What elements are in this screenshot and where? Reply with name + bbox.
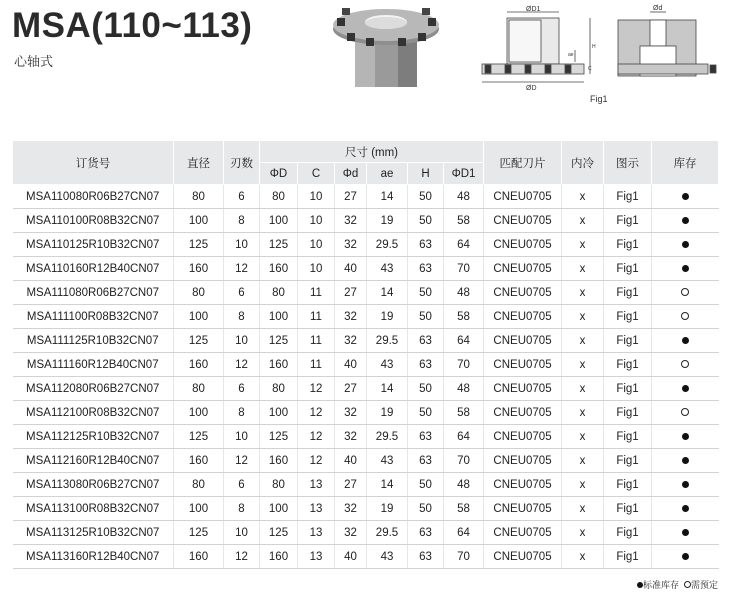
cell-diameter: 125 [174,521,224,545]
cell-teeth: 8 [224,305,260,329]
cell-insert: CNEU0705 [484,233,562,257]
cell-d: 40 [335,449,367,473]
cell-ae: 14 [367,185,408,209]
cell-coolant: x [562,257,604,281]
cell-teeth: 10 [224,233,260,257]
cell-figure: Fig1 [604,257,652,281]
cell-teeth: 10 [224,329,260,353]
cell-order-no: MSA111125R10B32CN07 [13,329,174,353]
cell-insert: CNEU0705 [484,185,562,209]
cell-d1: 70 [444,449,484,473]
cell-coolant: x [562,185,604,209]
cell-insert: CNEU0705 [484,281,562,305]
cell-order-no: MSA111100R08B32CN07 [13,305,174,329]
cell-ae: 19 [367,497,408,521]
cell-h: 50 [408,185,444,209]
cell-coolant: x [562,497,604,521]
cell-insert: CNEU0705 [484,305,562,329]
cell-insert: CNEU0705 [484,545,562,569]
cell-d: 100 [260,401,298,425]
cell-insert: CNEU0705 [484,377,562,401]
subheader-d: Φd [335,163,367,185]
cell-ae: 14 [367,377,408,401]
cell-teeth: 10 [224,521,260,545]
cell-d: 40 [335,257,367,281]
cell-coolant: x [562,209,604,233]
subheader-ae: ae [367,163,408,185]
spec-table-body [13,185,719,569]
cell-stock [652,233,719,257]
filled-dot-icon [682,265,689,272]
cell-h: 63 [408,329,444,353]
cell-figure: Fig1 [604,449,652,473]
cell-d1: 58 [444,209,484,233]
cell-d: 32 [335,305,367,329]
cell-stock [652,353,719,377]
cell-d1: 70 [444,353,484,377]
cell-coolant: x [562,353,604,377]
table-row [13,545,719,569]
cell-h: 50 [408,305,444,329]
cell-stock [652,377,719,401]
cell-stock [652,521,719,545]
cell-d: 80 [260,281,298,305]
table-row [13,449,719,473]
cell-figure: Fig1 [604,521,652,545]
cell-d: 160 [260,545,298,569]
cell-figure: Fig1 [604,425,652,449]
table-row [13,377,719,401]
cell-d1: 64 [444,233,484,257]
subheader-H: H [408,163,444,185]
cell-diameter: 160 [174,449,224,473]
cell-figure: Fig1 [604,329,652,353]
filled-dot-icon [682,193,689,200]
cell-d: 32 [335,401,367,425]
page-subtitle: 心轴式 [14,54,54,69]
cell-d: 40 [335,545,367,569]
cell-h: 50 [408,209,444,233]
cell-coolant: x [562,401,604,425]
cell-coolant: x [562,329,604,353]
cell-teeth: 8 [224,497,260,521]
table-row [13,425,719,449]
header-figure: 图示 [604,141,652,185]
cell-stock [652,305,719,329]
cell-stock [652,425,719,449]
subheader-D: ΦD [260,163,298,185]
cell-diameter: 125 [174,233,224,257]
filled-dot-icon [682,241,689,248]
cell-coolant: x [562,473,604,497]
cell-insert: CNEU0705 [484,449,562,473]
cell-teeth: 12 [224,449,260,473]
filled-dot-icon [682,457,689,464]
cell-ae: 14 [367,473,408,497]
cell-insert: CNEU0705 [484,329,562,353]
cell-c: 13 [298,521,335,545]
cell-d1: 48 [444,377,484,401]
cell-diameter: 100 [174,401,224,425]
table-row [13,401,719,425]
cell-h: 50 [408,497,444,521]
cell-diameter: 80 [174,377,224,401]
cell-d: 100 [260,209,298,233]
table-row [13,305,719,329]
cell-coolant: x [562,545,604,569]
cell-teeth: 12 [224,353,260,377]
cell-ae: 43 [367,545,408,569]
header-order-no: 订货号 [13,141,174,185]
cell-stock [652,329,719,353]
cell-teeth: 6 [224,185,260,209]
cell-coolant: x [562,305,604,329]
cell-c: 10 [298,185,335,209]
cell-d: 160 [260,257,298,281]
cell-coolant: x [562,521,604,545]
cell-c: 10 [298,209,335,233]
cell-d: 160 [260,449,298,473]
cell-order-no: MSA113080R06B27CN07 [13,473,174,497]
cell-insert: CNEU0705 [484,425,562,449]
product-spec-table [12,140,719,569]
cell-d: 32 [335,233,367,257]
cell-d: 32 [335,497,367,521]
cell-stock [652,545,719,569]
cell-ae: 43 [367,353,408,377]
label-c: C [588,66,592,72]
cell-order-no: MSA111160R12B40CN07 [13,353,174,377]
cell-d: 32 [335,521,367,545]
legend-on-request: 需预定 [690,580,718,590]
cell-figure: Fig1 [604,209,652,233]
cell-ae: 29.5 [367,233,408,257]
product-figures [320,0,734,115]
cell-coolant: x [562,377,604,401]
cell-c: 12 [298,449,335,473]
cell-d1: 70 [444,257,484,281]
cell-c: 11 [298,353,335,377]
cell-figure: Fig1 [604,473,652,497]
cell-h: 50 [408,281,444,305]
cell-d: 125 [260,521,298,545]
filled-dot-icon [682,337,689,344]
cell-c: 10 [298,257,335,281]
cell-insert: CNEU0705 [484,521,562,545]
cell-d: 27 [335,473,367,497]
cell-c: 13 [298,545,335,569]
table-row [13,209,719,233]
cutter-section-drawing [618,12,716,76]
cell-insert: CNEU0705 [484,401,562,425]
cell-h: 63 [408,233,444,257]
cell-d: 125 [260,329,298,353]
cell-d1: 64 [444,425,484,449]
cell-insert: CNEU0705 [484,497,562,521]
cell-h: 63 [408,425,444,449]
cell-figure: Fig1 [604,233,652,257]
cell-h: 63 [408,521,444,545]
cell-h: 63 [408,353,444,377]
cell-stock [652,185,719,209]
cell-c: 12 [298,377,335,401]
cell-ae: 14 [367,281,408,305]
header-diameter: 直径 [174,141,224,185]
open-dot-icon [684,581,691,588]
cell-insert: CNEU0705 [484,257,562,281]
cell-c: 11 [298,329,335,353]
cell-stock [652,209,719,233]
cell-stock [652,281,719,305]
cell-coolant: x [562,233,604,257]
cell-diameter: 160 [174,257,224,281]
label-d: Ød [653,5,663,12]
cell-diameter: 125 [174,329,224,353]
cell-diameter: 160 [174,353,224,377]
cell-diameter: 160 [174,545,224,569]
cell-ae: 43 [367,449,408,473]
cell-h: 63 [408,545,444,569]
cell-ae: 29.5 [367,329,408,353]
cell-d1: 70 [444,545,484,569]
cell-c: 11 [298,281,335,305]
cell-stock [652,497,719,521]
cutter-side-drawing [482,12,590,82]
cell-order-no: MSA112100R08B32CN07 [13,401,174,425]
cell-figure: Fig1 [604,401,652,425]
cell-figure: Fig1 [604,545,652,569]
table-row [13,233,719,257]
cell-h: 63 [408,257,444,281]
filled-dot-icon [682,217,689,224]
cell-teeth: 6 [224,281,260,305]
cell-c: 13 [298,497,335,521]
cell-d: 27 [335,185,367,209]
cutter-product-image [333,8,439,87]
table-row [13,353,719,377]
filled-dot-icon [682,505,689,512]
cell-order-no: MSA110125R10B32CN07 [13,233,174,257]
filled-dot-icon [682,529,689,536]
cell-ae: 19 [367,305,408,329]
cell-d: 80 [260,185,298,209]
cell-insert: CNEU0705 [484,209,562,233]
stock-legend [637,578,718,591]
cell-ae: 29.5 [367,425,408,449]
cell-d: 80 [260,377,298,401]
cell-order-no: MSA111080R06B27CN07 [13,281,174,305]
open-dot-icon [681,312,689,320]
figure-caption: Fig1 [590,94,608,104]
cell-order-no: MSA112080R06B27CN07 [13,377,174,401]
cell-teeth: 10 [224,425,260,449]
cell-teeth: 8 [224,401,260,425]
table-row [13,497,719,521]
table-row [13,257,719,281]
table-row [13,521,719,545]
cell-d1: 58 [444,401,484,425]
filled-dot-icon [682,481,689,488]
cell-order-no: MSA113125R10B32CN07 [13,521,174,545]
cell-d: 32 [335,425,367,449]
cell-figure: Fig1 [604,305,652,329]
cell-d1: 64 [444,329,484,353]
cell-d: 27 [335,377,367,401]
cell-c: 12 [298,401,335,425]
cell-insert: CNEU0705 [484,473,562,497]
legend-standard: 标准库存 [642,580,679,590]
cell-c: 10 [298,233,335,257]
cell-order-no: MSA113100R08B32CN07 [13,497,174,521]
cell-d: 125 [260,233,298,257]
cell-d1: 64 [444,521,484,545]
cell-stock [652,473,719,497]
header-size-group: 尺寸 (mm) [260,141,484,163]
table-row [13,281,719,305]
cell-ae: 43 [367,257,408,281]
cell-d: 40 [335,353,367,377]
cell-figure: Fig1 [604,185,652,209]
cell-c: 13 [298,473,335,497]
cell-d1: 48 [444,473,484,497]
cell-coolant: x [562,281,604,305]
label-h: H [592,44,596,50]
cell-order-no: MSA113160R12B40CN07 [13,545,174,569]
cell-d: 27 [335,281,367,305]
cell-c: 12 [298,425,335,449]
cell-d1: 58 [444,305,484,329]
cell-stock [652,401,719,425]
cell-order-no: MSA112125R10B32CN07 [13,425,174,449]
cell-d: 125 [260,425,298,449]
cell-figure: Fig1 [604,353,652,377]
cell-h: 50 [408,473,444,497]
open-dot-icon [681,408,689,416]
cell-d1: 48 [444,281,484,305]
cell-d: 80 [260,473,298,497]
cell-diameter: 80 [174,281,224,305]
cell-insert: CNEU0705 [484,353,562,377]
label-d0: ØD [526,85,537,92]
filled-dot-icon [682,433,689,440]
header-insert: 匹配刀片 [484,141,562,185]
cell-ae: 29.5 [367,521,408,545]
label-ae: ae [568,52,574,58]
header-coolant: 内冷 [562,141,604,185]
filled-dot-icon [682,553,689,560]
subheader-C: C [298,163,335,185]
table-row [13,473,719,497]
open-dot-icon [681,288,689,296]
cell-d1: 58 [444,497,484,521]
cell-figure: Fig1 [604,377,652,401]
subheader-D1: ΦD1 [444,163,484,185]
header-stock: 库存 [652,141,719,185]
cell-d: 100 [260,497,298,521]
cell-figure: Fig1 [604,281,652,305]
cell-order-no: MSA112160R12B40CN07 [13,449,174,473]
cell-order-no: MSA110080R06B27CN07 [13,185,174,209]
filled-dot-icon [682,385,689,392]
table-row [13,329,719,353]
cell-ae: 19 [367,401,408,425]
cell-h: 63 [408,449,444,473]
open-dot-icon [681,360,689,368]
cell-diameter: 100 [174,305,224,329]
cell-stock [652,449,719,473]
cell-ae: 19 [367,209,408,233]
cell-diameter: 100 [174,497,224,521]
cell-d: 100 [260,305,298,329]
cell-coolant: x [562,425,604,449]
cell-h: 50 [408,377,444,401]
cell-diameter: 80 [174,473,224,497]
cell-teeth: 6 [224,473,260,497]
cell-coolant: x [562,449,604,473]
cell-diameter: 100 [174,209,224,233]
cell-d: 160 [260,353,298,377]
cell-c: 11 [298,305,335,329]
cell-d: 32 [335,329,367,353]
cell-h: 50 [408,401,444,425]
label-d1: ØD1 [526,6,541,13]
cell-figure: Fig1 [604,497,652,521]
cell-teeth: 8 [224,209,260,233]
cell-teeth: 12 [224,257,260,281]
cell-order-no: MSA110160R12B40CN07 [13,257,174,281]
cell-diameter: 125 [174,425,224,449]
cell-order-no: MSA110100R08B32CN07 [13,209,174,233]
cell-d1: 48 [444,185,484,209]
table-row [13,185,719,209]
cell-teeth: 6 [224,377,260,401]
header-teeth: 刃数 [224,141,260,185]
cell-diameter: 80 [174,185,224,209]
page-title: MSA(110~113) [12,6,253,45]
cell-teeth: 12 [224,545,260,569]
cell-stock [652,257,719,281]
cell-d: 32 [335,209,367,233]
